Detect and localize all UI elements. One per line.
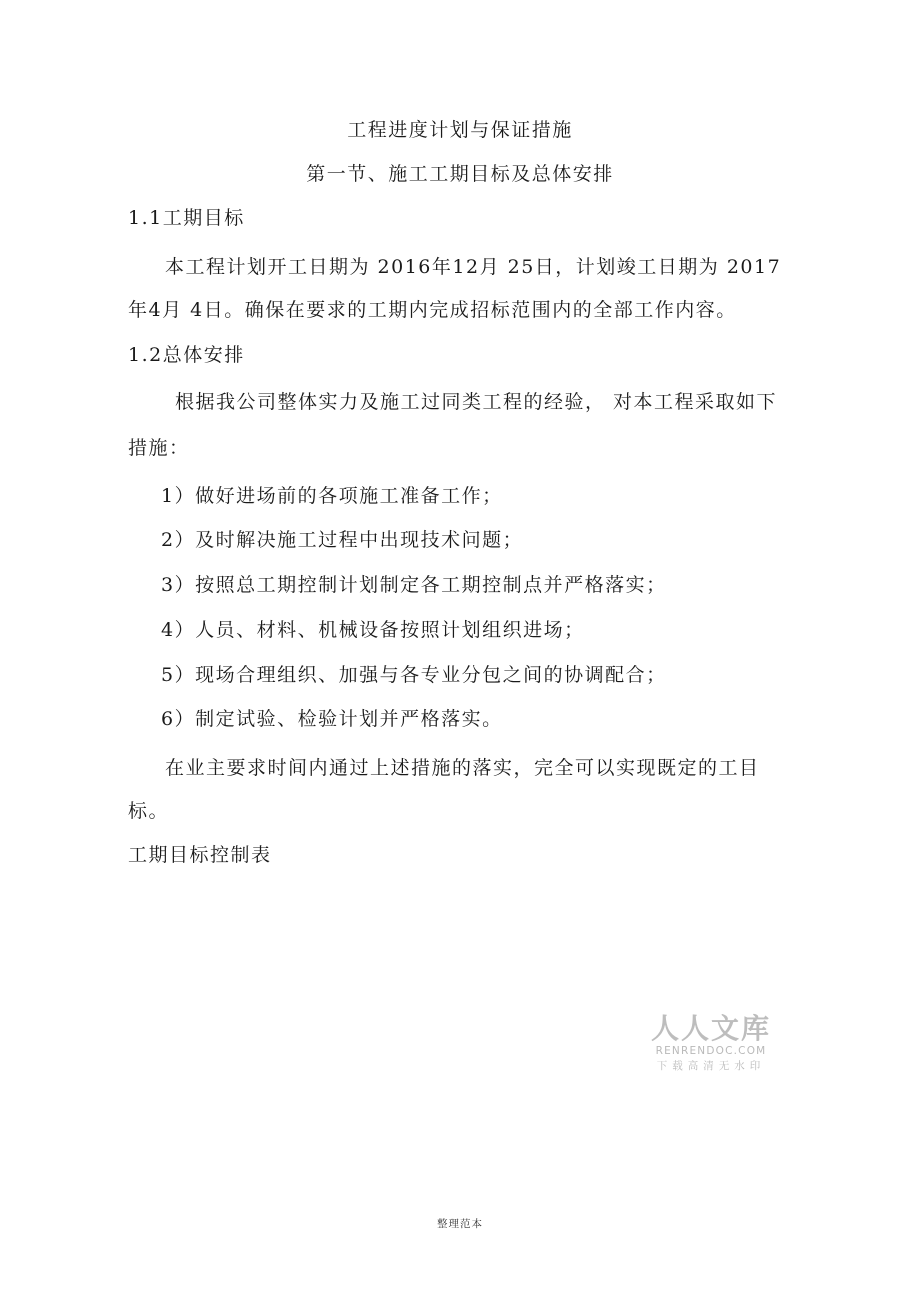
table-caption: 工期目标控制表 — [128, 844, 272, 866]
paragraph-arrangement-line2: 措施： — [128, 437, 190, 459]
paragraph-schedule-line2: 年4月 4日。确保在要求的工期内完成招标范围内的全部工作内容。 — [128, 299, 737, 321]
heading-overall-arrangement: 1.2总体安排 — [128, 344, 245, 366]
watermark-main-text: 人人文库 — [650, 1012, 771, 1045]
measure-item-1: 1）做好进场前的各项施工准备工作； — [161, 485, 503, 507]
measure-item-4: 4）人员、材料、机械设备按照计划组织进场； — [161, 619, 585, 641]
watermark-url: RENRENDOC.COM — [655, 1045, 767, 1057]
watermark-logo — [650, 1012, 772, 1072]
paragraph-arrangement-line1: 根据我公司整体实力及施工过同类工程的经验， 对本工程采取如下 — [175, 391, 778, 413]
page-footer: 整理范本 — [437, 1218, 483, 1230]
measure-item-2: 2）及时解决施工过程中出现技术问题； — [161, 529, 524, 551]
measure-item-6: 6）制定试验、检验计划并严格落实。 — [161, 708, 503, 730]
paragraph-schedule-line1: 本工程计划开工日期为 2016年12月 25日，计划竣工日期为 2017 — [165, 256, 782, 278]
page-title: 工程进度计划与保证措施 — [347, 119, 573, 141]
paragraph-conclusion-line2: 标。 — [128, 800, 170, 822]
section-title: 第一节、施工工期目标及总体安排 — [306, 163, 614, 185]
measure-item-3: 3）按照总工期控制计划制定各工期控制点并严格落实； — [161, 574, 667, 596]
heading-schedule-target: 1.1工期目标 — [128, 207, 245, 229]
measure-item-5: 5）现场合理组织、加强与各专业分包之间的协调配合； — [161, 664, 667, 686]
watermark-tagline: 下载高清无水印 — [656, 1059, 766, 1072]
paragraph-conclusion-line1: 在业主要求时间内通过上述措施的落实，完全可以实现既定的工目 — [165, 757, 760, 779]
